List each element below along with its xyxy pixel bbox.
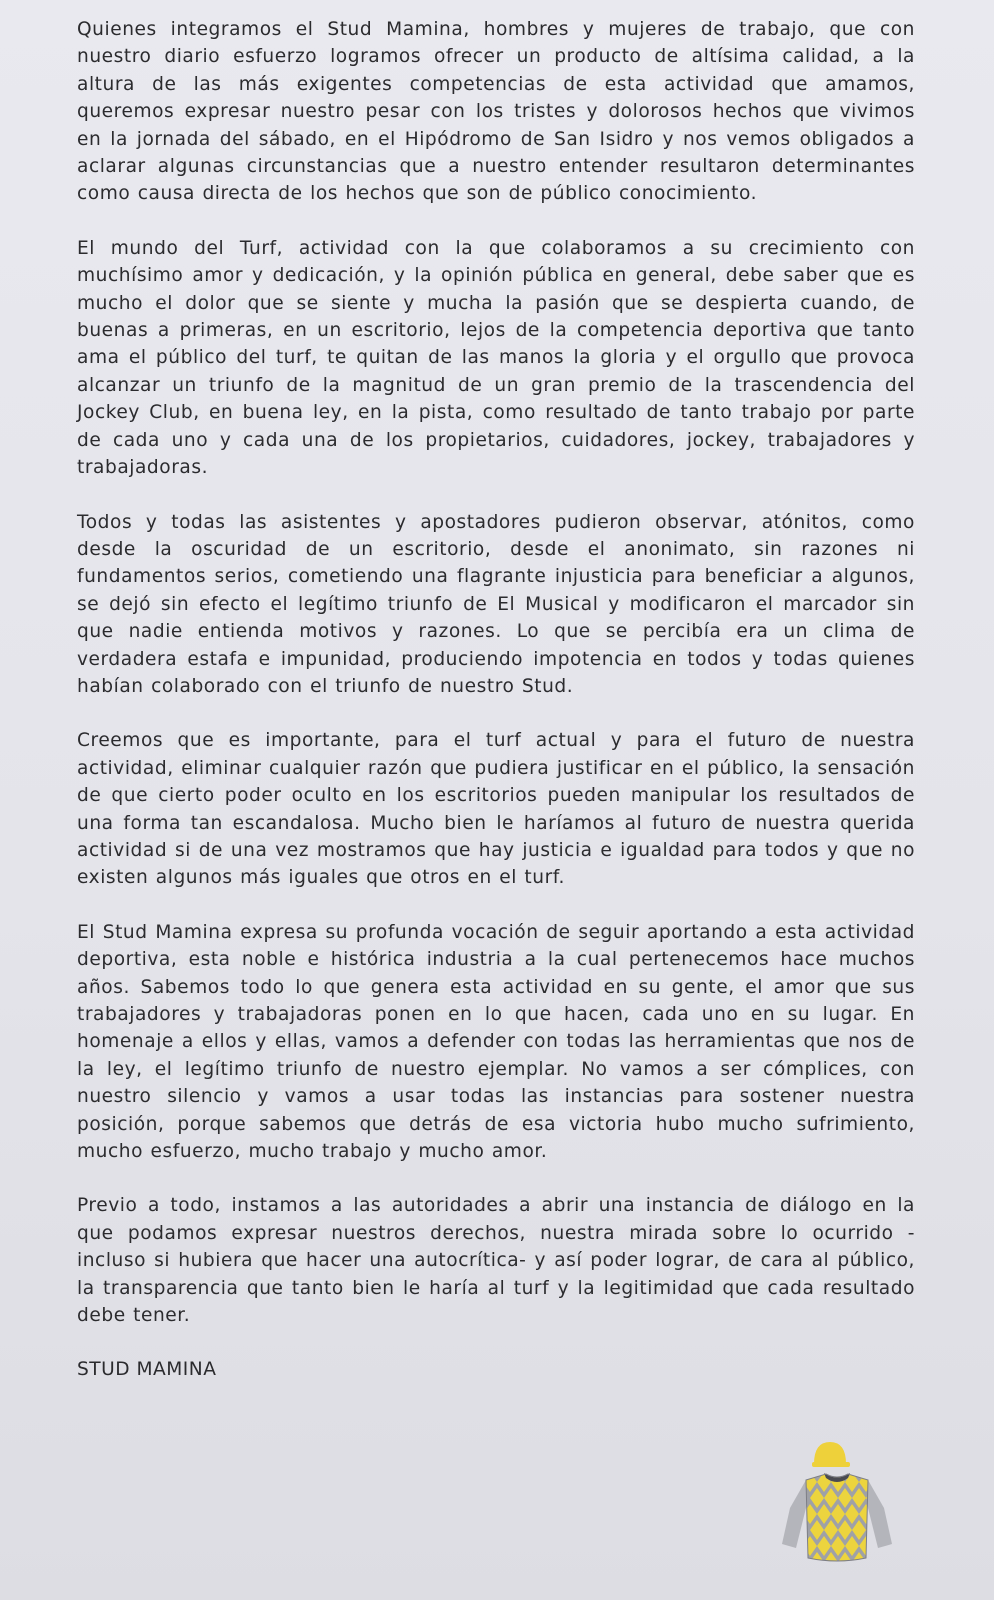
silks-diamond	[873, 1472, 887, 1492]
left-sleeve	[782, 1480, 808, 1548]
paragraph-5: El Stud Mamina expresa su profunda vocación de seguir aportando a esta actividad deportiva, esta noble e histórica industria a la cual pertenecemos hace muchos años. Sabemos todo lo que genera esta actividad en su gente, el amor que sus trabajadores y trabajadoras ponen en lo que hacen, cada uno en su lugar. En homenaje a ellos y ellas, vamos a defender con todas las herramientas que nos de la ley, el legítimo triunfo de nuestro ejemplar. No vamos a ser cómplices, con nuestro silencio y vamos a usar todas las instancias para sostener nuestra posición, porque sabemos que detrás de esa victoria hubo mucho sufrimiento, mucho esfuerzo, mucho trabajo y mucho amor.	[77, 921, 915, 1163]
cap-shape	[812, 1442, 850, 1467]
paragraph-1: Quienes integramos el Stud Mamina, hombres y mujeres de trabajo, que con nuestro diario esfuerzo logramos ofrecer un producto de altísima calidad, a la altura de las más exigentes competencias de esta actividad que amamos, queremos expresar nuestro pesar con los tristes y dolorosos hechos que vivimos en la jornada del sábado, en el Hipódromo de San Isidro y nos vemos obligados a aclarar algunas circunstancias que a nuestro entender resultaron determinantes como causa directa de los hechos que son de público conocimiento.	[77, 19, 915, 205]
signature: STUD MAMINA	[77, 1359, 217, 1381]
right-sleeve	[866, 1480, 892, 1548]
paragraph-4: Creemos que es importante, para el turf actual y para el futuro de nuestra actividad, eliminar cualquier razón que pudiera justificar en el público, la sensación de que cierto poder oculto en los escritorios pueden manipular los resultados de una forma tan escandalosa. Mucho bien le haríamos al futuro de nuestra querida actividad si de una vez mostramos que hay justicia e igualdad para todos y que no existen algunos más iguales que otros en el turf.	[77, 730, 915, 889]
silks-diamond	[880, 1552, 894, 1568]
jockey-silks-icon	[776, 1440, 898, 1568]
paragraph-6: Previo a todo, instamos a las autoridades a abrir una instancia de diálogo en la que podamos expresar nuestros derechos, nuestra mirada sobre lo ocurrido - incluso si hubiera que hacer una autocrítica- y así poder lograr, de cara al público, la transparencia que tanto bien le haría al turf y la legitimidad que cada resultado debe tener.	[77, 1195, 915, 1327]
paragraph-2: El mundo del Turf, actividad con la que colaboramos a su crecimiento con muchísimo amor y dedicación, y la opinión pública en general, debe saber que es mucho el dolor que se siente y mucha la pasión que se despierta cuando, de buenas a primeras, en un escritorio, lejos de la competencia deportiva que tanto ama el público del turf, te quitan de las manos la gloria y el orgullo que provoca alcanzar un triunfo de la magnitud de un gran premio de la trascendencia del Jockey Club, en buena ley, en la pista, como resultado de tanto trabajo por parte de cada uno y cada una de los propietarios, cuidadores, jockey, trabajadores y trabajadoras.	[77, 237, 915, 479]
paragraph-3: Todos y todas las asistentes y apostadores pudieron observar, atónitos, como desde la oscuridad de un escritorio, desde el anonimato, sin razones ni fundamentos serios, cometiendo una flagrante injusticia para beneficiar a algunos, se dejó sin efecto el legítimo triunfo de El Musical y modificaron el marcador sin que nadie entienda motivos y razones. Lo que se percibía era un clima de verdadera estafa e impunidad, produciendo impotencia en todos y todas quienes habían colaborado con el triunfo de nuestro Stud.	[77, 511, 915, 697]
statement-document	[77, 16, 915, 1384]
silks-diamond	[866, 1552, 880, 1568]
